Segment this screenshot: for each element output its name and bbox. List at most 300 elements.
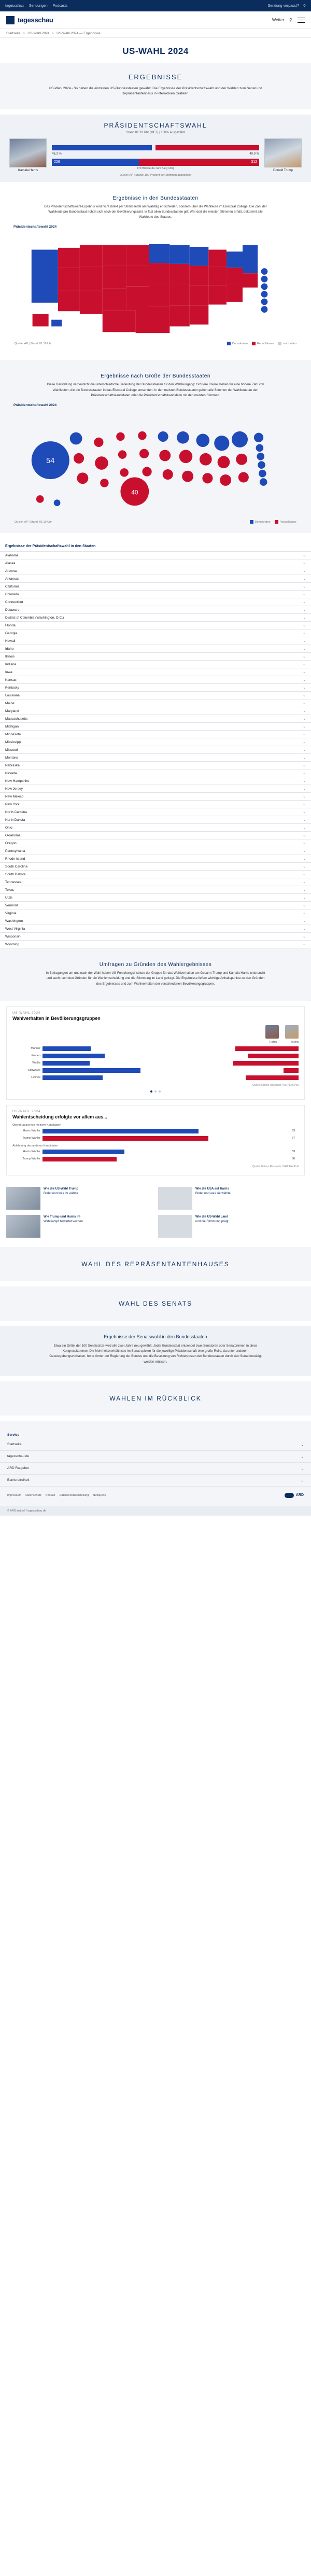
map-size-source: Quelle: AP | Stand: 01:19 Uhr — [15, 520, 52, 524]
chevron-down-icon[interactable]: ⌄ — [303, 616, 306, 620]
map-states-heading: Ergebnisse in den Bundesstaaten — [112, 195, 199, 201]
poll2-group2-label: Ablehnung des anderen Kandidaten — [12, 1144, 58, 1147]
state-accordion-item[interactable] — [0, 653, 311, 661]
state-name: Michigan — [5, 724, 19, 729]
state-name: Delaware — [5, 608, 20, 612]
state-accordion-item[interactable] — [0, 731, 311, 738]
chevron-down-icon[interactable]: ⌄ — [301, 1466, 304, 1471]
chevron-down-icon[interactable]: ⌄ — [303, 639, 306, 643]
poll2-title: Wahlentscheidung erfolgte vor allem aus... — [12, 1114, 107, 1119]
poll-row-label: Männer — [31, 1047, 40, 1051]
utility-bar-right — [268, 4, 306, 8]
state-accordion-item[interactable] — [0, 715, 311, 723]
results-intro-card — [0, 63, 311, 109]
poll-row-track — [43, 1061, 299, 1066]
chevron-down-icon[interactable]: ⌄ — [303, 554, 306, 558]
footer-row[interactable] — [0, 1439, 311, 1451]
utility-bar-left — [5, 4, 67, 8]
chevron-down-icon[interactable]: ⌄ — [303, 655, 306, 659]
harris-thumb-icon — [265, 1025, 279, 1039]
state-accordion-item[interactable] — [0, 692, 311, 699]
state-accordion-item[interactable] — [0, 699, 311, 707]
chevron-down-icon[interactable]: ⌄ — [303, 935, 306, 939]
map-states-source: Quelle: AP | Stand: 01:19 Uhr — [15, 342, 52, 345]
state-name: Oklahoma — [5, 833, 21, 837]
poll-row-label: Trump Wähler — [22, 1137, 40, 1140]
teaser-text — [44, 1215, 83, 1238]
chevron-down-icon[interactable]: ⌄ — [303, 912, 306, 916]
vote-share-labels — [52, 152, 259, 156]
state-name: New Mexico — [5, 794, 24, 799]
state-name: Indiana — [5, 662, 17, 666]
state-accordion-item[interactable] — [0, 676, 311, 684]
state-name: Connecticut — [5, 600, 23, 604]
state-accordion-item[interactable] — [0, 816, 311, 824]
poll2-source: Quelle: Edison Research / NEP Exit Poll — [252, 1165, 299, 1168]
map-states-footer — [8, 340, 303, 345]
state-name: Nevada — [5, 771, 17, 775]
state-accordion-item[interactable] — [0, 637, 311, 645]
state-accordion-item[interactable] — [0, 925, 311, 933]
poll-row-value: 63 — [292, 1129, 295, 1133]
state-name: Arizona — [5, 569, 17, 573]
state-accordion-item[interactable] — [0, 559, 311, 567]
chevron-down-icon[interactable]: ⌄ — [303, 904, 306, 908]
chevron-down-icon[interactable]: ⌄ — [303, 803, 306, 807]
brand-logo[interactable] — [6, 16, 53, 24]
footer-rows — [0, 1439, 311, 1487]
presidential-banner — [0, 115, 311, 182]
poll2-group1-rows — [12, 1128, 299, 1141]
chevron-down-icon[interactable]: ⌄ — [303, 756, 306, 760]
state-accordion-item[interactable] — [0, 793, 311, 801]
teaser-thumb-harris — [158, 1187, 192, 1210]
teaser-grid — [0, 1181, 311, 1247]
poll-row — [12, 1046, 299, 1052]
teaser-body: Bilder und was ihr wählte — [44, 1192, 78, 1195]
chevron-down-icon[interactable]: ⌄ — [303, 608, 306, 612]
state-name: Washington — [5, 919, 23, 923]
chevron-down-icon[interactable]: ⌄ — [303, 896, 306, 900]
state-accordion-item[interactable] — [0, 762, 311, 769]
footer-links — [7, 1494, 110, 1497]
teaser-item[interactable] — [6, 1187, 153, 1210]
chevron-down-icon[interactable]: ⌄ — [303, 678, 306, 682]
chevron-down-icon[interactable]: ⌄ — [303, 702, 306, 706]
map-size-footer — [8, 518, 303, 524]
state-accordion-item[interactable] — [0, 933, 311, 941]
map-size-legend — [250, 520, 296, 524]
teaser-item[interactable] — [158, 1187, 305, 1210]
chevron-down-icon[interactable]: ⌄ — [303, 647, 306, 651]
state-name: District of Columbia (Washington, D.C.) — [5, 615, 64, 620]
state-name: Vermont — [5, 903, 18, 907]
state-name: Tennessee — [5, 880, 22, 884]
chevron-down-icon[interactable]: ⌄ — [303, 818, 306, 822]
chevron-down-icon[interactable]: ⌄ — [301, 1478, 304, 1482]
state-name: Arkansas — [5, 577, 20, 581]
state-accordion-item[interactable] — [0, 871, 311, 878]
footer-bottom — [0, 1487, 311, 1506]
teaser-body: Wahlkampf bewertet wurden — [44, 1220, 83, 1223]
breadcrumb-separator-2: > — [52, 32, 54, 35]
chevron-down-icon[interactable]: ⌄ — [303, 624, 306, 628]
state-accordion-item[interactable] — [0, 738, 311, 746]
teaser-thumb-biden-trump — [6, 1187, 40, 1210]
legend-republicans-2: Republikaner — [275, 520, 296, 524]
map-states-legend — [227, 342, 296, 345]
brand-mark-icon — [6, 16, 15, 24]
state-accordion-item[interactable] — [0, 661, 311, 668]
poll-row — [12, 1156, 299, 1162]
chevron-down-icon[interactable]: ⌄ — [303, 880, 306, 885]
states-accordion-title: Ergebnisse der Präsidentschaftswahl in den Staaten — [5, 544, 96, 549]
state-name: New Jersey — [5, 787, 23, 791]
poll-row-label: Schwarze — [27, 1069, 40, 1072]
recap-section-heading: WAHLEN IM RÜCKBLICK — [0, 1381, 311, 1416]
state-name: Utah — [5, 895, 12, 900]
candidate-trump — [264, 138, 302, 172]
trump-thumb-icon — [285, 1025, 299, 1039]
chevron-down-icon[interactable]: ⌄ — [303, 810, 306, 815]
state-accordion-item[interactable] — [0, 668, 311, 676]
chevron-down-icon[interactable]: ⌄ — [303, 670, 306, 675]
harris-vote-share: 48,3 % — [52, 152, 62, 156]
chevron-down-icon[interactable]: ⌄ — [303, 748, 306, 752]
state-accordion-item[interactable] — [0, 583, 311, 591]
legend-democrats-2: Demokraten — [250, 520, 271, 524]
poll1-col-headers — [12, 1041, 299, 1044]
utility-bar — [0, 0, 311, 11]
poll-row — [12, 1075, 299, 1081]
chevron-down-icon[interactable]: ⌄ — [303, 562, 306, 566]
state-name: Wyoming — [5, 942, 20, 946]
chevron-down-icon[interactable]: ⌄ — [303, 577, 306, 581]
chevron-down-icon[interactable]: ⌄ — [303, 943, 306, 947]
results-intro-text: US-Wahl 2024 - So haben die einzelnen US-Bundesstaaten gewählt: Die Ergebnisse der Präsidentschaftswahl und der Wahlen zum Senat und Repräsentantenhaus in interaktiven Grafiken. — [49, 87, 262, 96]
chevron-down-icon[interactable]: ⌄ — [303, 849, 306, 853]
state-name: Georgia — [5, 631, 18, 635]
chevron-down-icon[interactable]: ⌄ — [303, 865, 306, 869]
chevron-down-icon[interactable]: ⌄ — [303, 632, 306, 636]
poll-row — [12, 1053, 299, 1059]
state-accordion-item[interactable] — [0, 754, 311, 762]
state-accordion-item[interactable] — [0, 839, 311, 847]
poll-row-label: Frauen — [31, 1054, 40, 1058]
footer-link[interactable]: Netiquette — [93, 1493, 106, 1497]
site-header — [0, 11, 311, 29]
trump-vote-share: 49,9 % — [249, 152, 259, 156]
header-right — [272, 18, 305, 23]
poll-row-track — [43, 1150, 290, 1154]
chevron-down-icon[interactable]: ⌄ — [303, 740, 306, 745]
harris-electoral-votes: 226 — [52, 159, 139, 166]
state-accordion-item[interactable] — [0, 645, 311, 653]
chevron-down-icon[interactable]: ⌄ — [301, 1443, 304, 1447]
state-name: South Dakota — [5, 872, 26, 876]
state-name: Hawaii — [5, 639, 16, 643]
state-accordion-item[interactable] — [0, 847, 311, 855]
state-accordion-item[interactable] — [0, 723, 311, 731]
chevron-down-icon[interactable]: ⌄ — [303, 873, 306, 877]
utility-link-missed[interactable]: Sendung verpasst? — [267, 4, 299, 8]
poll-row-track — [43, 1068, 299, 1073]
state-name: Virginia — [5, 911, 17, 915]
presidential-bars — [47, 145, 264, 172]
poll-row — [12, 1060, 299, 1066]
state-accordion-item[interactable] — [0, 902, 311, 909]
state-name: Kentucky — [5, 685, 19, 690]
us-map-svg — [8, 231, 303, 340]
teaser-thumb-trump-supporters — [6, 1215, 40, 1238]
needed-label: 270 Wahlleute zum Sieg nötig — [136, 166, 175, 170]
map-states-card — [0, 182, 311, 355]
breadcrumb-item-1[interactable]: US-Wahl 2024 — [27, 32, 50, 35]
search-icon[interactable]: ⚲ — [303, 4, 306, 8]
footer-link[interactable]: Datenschutzeinstellung — [59, 1493, 89, 1497]
legend-open: noch offen — [278, 342, 296, 345]
chevron-down-icon[interactable]: ⌄ — [303, 663, 306, 667]
footer-link[interactable]: Kontakt — [45, 1493, 55, 1497]
poll1-title: Wahlverhalten in Bevölkerungsgruppen — [12, 1015, 101, 1021]
state-name: North Carolina — [5, 810, 27, 814]
state-accordion-item[interactable] — [0, 855, 311, 863]
state-accordion-item[interactable] — [0, 575, 311, 583]
chevron-down-icon[interactable]: ⌄ — [303, 569, 306, 573]
state-name: Maryland — [5, 709, 19, 713]
brand-name: tagesschau — [18, 16, 53, 24]
states-accordion — [0, 551, 311, 948]
state-accordion-item[interactable] — [0, 684, 311, 692]
poll-row-label: Weiße — [32, 1061, 40, 1065]
trump-name: Donald Trump — [273, 169, 293, 172]
state-accordion-item[interactable] — [0, 746, 311, 754]
chevron-down-icon[interactable]: ⌄ — [303, 717, 306, 721]
teaser-item[interactable] — [6, 1215, 153, 1238]
chevron-down-icon[interactable]: ⌄ — [303, 725, 306, 729]
senate-info-card — [0, 1326, 311, 1376]
state-accordion-item[interactable] — [0, 629, 311, 637]
poll-row-label: Harris Wähler — [23, 1150, 40, 1154]
poll1-rows — [12, 1046, 299, 1081]
poll-row-label: Latinos — [31, 1076, 40, 1080]
teaser-lead: Wie Trump und Harris im — [44, 1215, 80, 1219]
chevron-down-icon[interactable]: ⌄ — [303, 600, 306, 605]
state-accordion-item[interactable] — [0, 606, 311, 614]
state-accordion-item[interactable] — [0, 707, 311, 715]
state-accordion-item[interactable] — [0, 886, 311, 894]
state-accordion-item[interactable] — [0, 769, 311, 777]
poll-row — [12, 1128, 299, 1134]
poll-row-track — [43, 1157, 290, 1161]
us-choropleth-map[interactable] — [8, 231, 303, 340]
chevron-down-icon[interactable]: ⌄ — [303, 927, 306, 931]
state-accordion-item[interactable] — [0, 832, 311, 839]
poll-row-track — [43, 1136, 290, 1141]
results-heading: ERGEBNISSE — [128, 73, 183, 81]
poll-row-value: 30 — [292, 1157, 295, 1161]
ard-logo[interactable] — [285, 1493, 304, 1498]
teaser-thumb-congress — [158, 1215, 192, 1238]
electoral-vote-bar — [52, 159, 259, 166]
state-accordion-item[interactable] — [0, 567, 311, 575]
chevron-down-icon[interactable]: ⌄ — [303, 772, 306, 776]
chevron-down-icon[interactable]: ⌄ — [301, 1454, 304, 1459]
chevron-down-icon[interactable]: ⌄ — [303, 919, 306, 923]
state-name: Oregon — [5, 841, 17, 845]
poll1-col-harris: Harris — [269, 1040, 277, 1044]
poll-row-track — [43, 1046, 299, 1051]
state-accordion-item[interactable] — [0, 777, 311, 785]
state-name: Missouri — [5, 748, 18, 752]
breadcrumb — [0, 29, 311, 38]
header-link-weather[interactable]: Wetter — [272, 18, 285, 22]
teaser-item[interactable] — [158, 1215, 305, 1238]
state-name: Rhode Island — [5, 857, 25, 861]
ard-logo-text: ARD — [295, 1493, 304, 1497]
state-name: Texas — [5, 888, 14, 892]
state-accordion-item[interactable] — [0, 941, 311, 948]
state-name: New York — [5, 802, 20, 806]
chevron-down-icon[interactable]: ⌄ — [303, 585, 306, 589]
utility-link-1[interactable]: Sendungen — [29, 4, 48, 8]
poll-row — [12, 1149, 299, 1155]
state-accordion-item[interactable] — [0, 878, 311, 886]
us-bubble-svg — [8, 409, 303, 518]
chevron-down-icon[interactable]: ⌄ — [303, 795, 306, 799]
presidential-heading: PRÄSIDENTSCHAFTSWAHL — [104, 121, 207, 129]
poll-row — [12, 1136, 299, 1141]
ard-logo-icon — [285, 1493, 294, 1498]
state-name: West Virginia — [5, 927, 25, 931]
teaser-lead: Wie die US-Wahl Trump — [44, 1187, 79, 1191]
state-accordion-item[interactable] — [0, 909, 311, 917]
footer-row[interactable] — [0, 1451, 311, 1463]
poll2-kicker: US-WAHL 2024 — [12, 1110, 41, 1113]
state-accordion-item[interactable] — [0, 622, 311, 629]
state-accordion-item[interactable] — [0, 598, 311, 606]
house-section-heading: WAHL DES REPRÄSENTANTENHAUSES — [0, 1247, 311, 1281]
trump-photo — [264, 138, 302, 167]
chevron-down-icon[interactable]: ⌄ — [303, 694, 306, 698]
poll-row-value: 33 — [292, 1150, 295, 1154]
state-name: Wisconsin — [5, 934, 21, 939]
state-name: New Hampshire — [5, 779, 30, 783]
state-name: California — [5, 584, 20, 589]
legend-democrats: Demokraten — [227, 342, 248, 345]
breadcrumb-item-0[interactable]: Startseite — [6, 32, 21, 35]
chevron-down-icon[interactable]: ⌄ — [303, 857, 306, 861]
map-size-heading: Ergebnisse nach Größe der Bundesstaaten — [101, 373, 210, 380]
teaser-text — [44, 1187, 78, 1210]
state-accordion-item[interactable] — [0, 552, 311, 559]
legend-republicans: Republikaner — [252, 342, 274, 345]
poll1-col-trump: Trump — [290, 1040, 299, 1044]
state-accordion-item[interactable] — [0, 863, 311, 871]
harris-photo — [9, 138, 47, 167]
poll-row — [12, 1068, 299, 1073]
poll2-group2-rows — [12, 1149, 299, 1162]
chevron-down-icon[interactable]: ⌄ — [303, 764, 306, 768]
chevron-down-icon[interactable]: ⌄ — [303, 842, 306, 846]
poll-carousel-dots[interactable] — [12, 1090, 299, 1093]
chevron-down-icon[interactable]: ⌄ — [303, 834, 306, 838]
senate-section-heading: WAHL DES SENATS — [0, 1286, 311, 1321]
poll1-faces — [12, 1025, 299, 1039]
poll-card-reasons — [6, 1105, 305, 1175]
footer-link[interactable]: Datenschutz — [25, 1493, 41, 1497]
state-accordion-item[interactable] — [0, 801, 311, 808]
state-name: Florida — [5, 623, 16, 627]
footer-row-label: tagesschau.de — [7, 1454, 30, 1458]
hamburger-menu-icon[interactable] — [298, 18, 305, 23]
map-states-sublabel: Präsidentschaftswahl 2024 — [13, 225, 57, 229]
us-bubble-map[interactable] — [8, 409, 303, 518]
state-accordion-item[interactable] — [0, 591, 311, 598]
poll-row-track — [43, 1075, 299, 1080]
chevron-down-icon[interactable]: ⌄ — [303, 593, 306, 597]
state-name: Pennsylvania — [5, 849, 25, 853]
utility-link-0[interactable]: tagesschau — [5, 4, 24, 8]
svg-text:40: 40 — [131, 488, 138, 496]
state-name: Iowa — [5, 670, 12, 674]
teaser-lead: Wie die US-Wahl Land — [195, 1215, 229, 1219]
state-name: Nebraska — [5, 763, 20, 767]
chevron-down-icon[interactable]: ⌄ — [303, 787, 306, 791]
footer-row-label: Startseite — [7, 1442, 22, 1446]
chevron-down-icon[interactable]: ⌄ — [303, 826, 306, 830]
state-name: Idaho — [5, 647, 14, 651]
state-name: Montana — [5, 755, 19, 760]
map-size-card — [0, 360, 311, 533]
chevron-down-icon[interactable]: ⌄ — [303, 709, 306, 713]
breadcrumb-separator: > — [23, 32, 25, 35]
teaser-text — [195, 1187, 231, 1210]
footer-row[interactable] — [0, 1463, 311, 1475]
state-name: Alabama — [5, 553, 19, 557]
state-name: Alaska — [5, 561, 16, 565]
chevron-down-icon[interactable]: ⌄ — [303, 779, 306, 783]
teaser-body: und die Stimmung prägt — [195, 1220, 229, 1223]
footer-row-label: ARD Ratgeber — [7, 1466, 30, 1470]
footer-row[interactable] — [0, 1475, 311, 1487]
state-accordion-item[interactable] — [0, 917, 311, 925]
chevron-down-icon[interactable]: ⌄ — [303, 888, 306, 892]
footer-title: Service — [7, 1433, 20, 1437]
state-accordion-item[interactable] — [0, 894, 311, 902]
polls-intro: In Befragungen am und nach der Wahl haben US-Forschungsinstitute der Gruppe für das Wahlverhalten am Gesamt-Trump und Kamala Harris untersucht und auch nach den Gründen für die Wahlentscheidung und die Stimmung im Land gefragt. Die Ergebnisse liefern wichtige Anhaltspunkte zu den Gründen des Ergebnisses und zum Wahlverhalten der verschiedenen Bevölkerungsgruppen. — [46, 971, 265, 986]
state-name: Louisiana — [5, 693, 20, 697]
map-states-text: Das Präsidentschaftswahl-Ergebnis wird nicht direkt per Stimmzettel am Wahltag entschieden, sondern über die Wahlleute im Electoral College. Die Zahl der Wahlleute pro Bundesstaat richtet sich nach der Bevölkerungszahl. In fast allen Bundesstaaten gilt: Wer dort die meisten Stimmen erhält, bekommt alle Wahlleute des Staates. — [44, 204, 267, 219]
search-icon-header[interactable]: ⚲ — [289, 18, 292, 22]
state-accordion-item[interactable] — [0, 824, 311, 832]
state-name: South Carolina — [5, 864, 27, 869]
state-name: Colorado — [5, 592, 19, 596]
state-accordion-item[interactable] — [0, 785, 311, 793]
chevron-down-icon[interactable]: ⌄ — [303, 733, 306, 737]
state-accordion-item[interactable] — [0, 614, 311, 622]
poll-row-track — [43, 1054, 299, 1058]
senate-card-text: Etwa ein Drittel der 100 Senatssitze wird alle zwei Jahre neu gewählt. Jeder Bundesstaat entsendet zwei Senatoren oder Senatorinnen in diese Kongresskammer. Die Mehrheitsverhältnisse im Senat spielen für die jeweilige Präsidentschaft eine große Rolle, da unter anderem Gesetzgebungsvorhaben, hohe Ämter der Regierung der Bundes und die Besetzung von Richterposten der Bundesstaaten durch den Senat bestätigt werden müssen. — [49, 1343, 262, 1364]
footer-link[interactable]: Impressum — [7, 1493, 22, 1497]
state-name: Mississippi — [5, 740, 22, 744]
site-footer — [0, 1421, 311, 1516]
poll-row-label: Harris Wähler — [23, 1129, 40, 1133]
chevron-down-icon[interactable]: ⌄ — [303, 686, 306, 690]
utility-link-2[interactable]: Podcasts — [52, 4, 68, 8]
state-accordion-item[interactable] — [0, 808, 311, 816]
candidate-harris — [9, 138, 47, 172]
